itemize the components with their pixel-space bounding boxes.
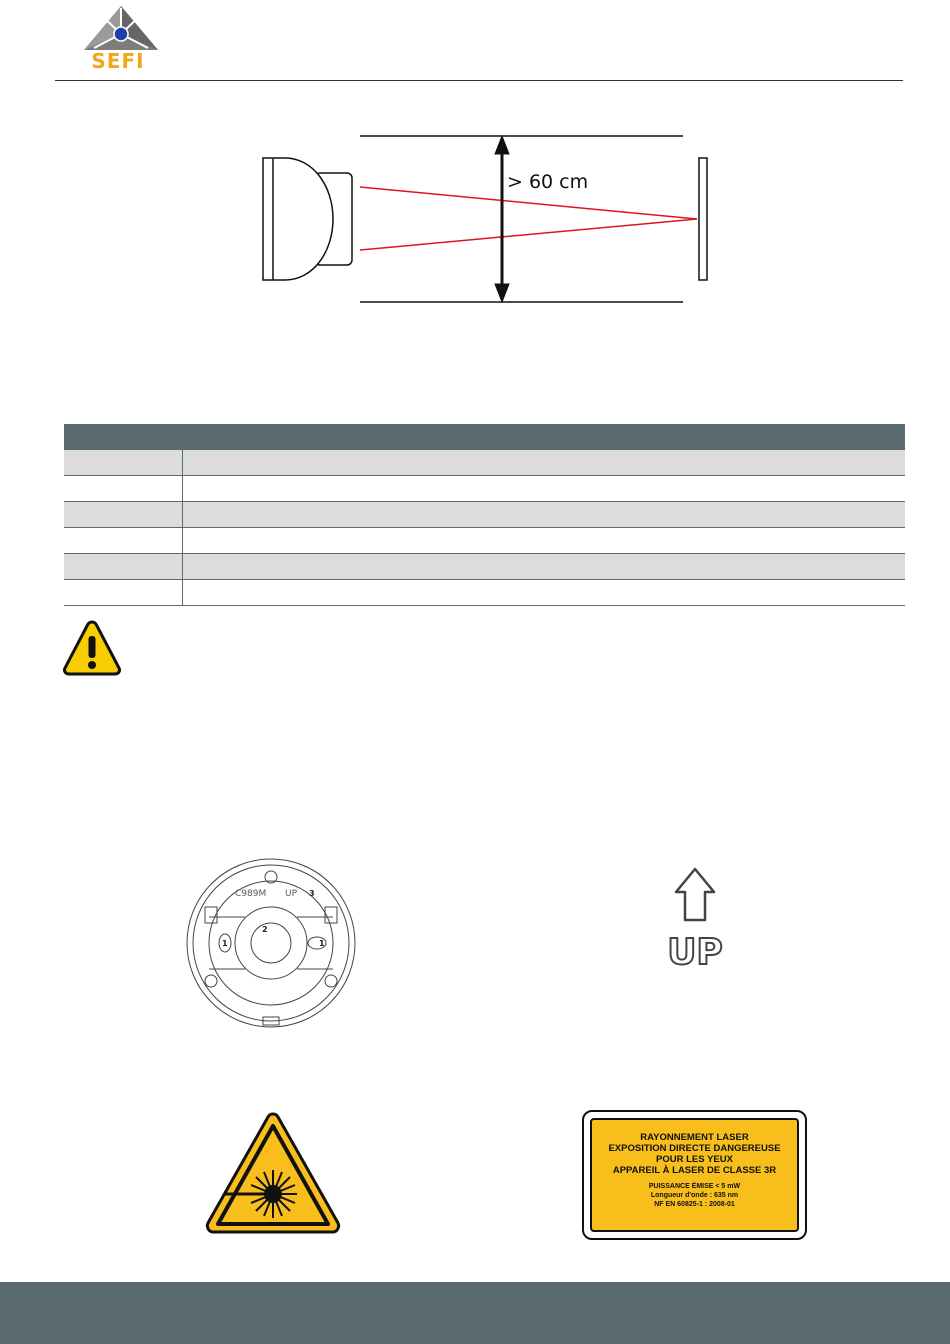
table-cell: [64, 450, 183, 476]
table-cell: [183, 450, 906, 476]
laser-label-line: PUISSANCE ÉMISE < 5 mW: [648, 1183, 741, 1190]
callout-2: 2: [262, 925, 268, 934]
laser-label-line: EXPOSITION DIRECTE DANGEREUSE: [608, 1143, 781, 1154]
table-cell: [183, 502, 906, 528]
table-cell: [183, 554, 906, 580]
table-row: [64, 502, 905, 528]
laser-label-line: Longueur d'onde : 635 nm: [650, 1192, 739, 1199]
detector-distance-diagram: [255, 128, 715, 308]
table-cell: [183, 528, 906, 554]
laser-label-line: NF EN 60825-1 : 2008-01: [654, 1201, 735, 1208]
base-plate-model: C989M: [235, 889, 267, 899]
table-cell: [64, 554, 183, 580]
spec-table: [64, 424, 905, 606]
reflector-plate: [699, 158, 707, 280]
distance-arrow: [495, 136, 509, 302]
table-row: [64, 450, 905, 476]
table-header-cell: [183, 424, 906, 450]
callout-3: 3: [309, 889, 315, 898]
laser-label-panel: [590, 1118, 799, 1232]
logo-wordmark: SEFI: [91, 49, 145, 73]
table-cell: [64, 502, 183, 528]
header-divider: [55, 80, 903, 81]
base-plate-drawing: [185, 857, 357, 1029]
table-cell: [64, 476, 183, 502]
laser-hazard-icon: [204, 1110, 342, 1236]
laser-label-line: POUR LES YEUX: [656, 1154, 733, 1165]
table-row: [64, 528, 905, 554]
base-plate-up-mark: UP: [285, 889, 298, 899]
table-row: [64, 476, 905, 502]
distance-label: > 60 cm: [507, 171, 589, 193]
up-symbol-text: UP: [667, 932, 723, 970]
table-cell: [183, 580, 906, 606]
table-row: [64, 554, 905, 580]
table-row: [64, 580, 905, 606]
table-header-cell: [64, 424, 183, 450]
page-footer: [0, 1282, 950, 1344]
warning-icon: [62, 619, 122, 677]
table-cell: [64, 580, 183, 606]
table-cell: [183, 476, 906, 502]
up-arrow-icon: [660, 866, 730, 970]
callout-1-left: 1: [222, 939, 228, 948]
table-header-row: [64, 424, 905, 450]
callout-1-right: 1: [319, 939, 325, 948]
laser-label-line: RAYONNEMENT LASER: [640, 1132, 749, 1143]
laser-class-label: [582, 1110, 807, 1240]
laser-label-line: APPAREIL À LASER DE CLASSE 3R: [612, 1165, 777, 1176]
table-cell: [64, 528, 183, 554]
detector-head: [263, 158, 352, 280]
laser-beam-return: [360, 219, 697, 250]
